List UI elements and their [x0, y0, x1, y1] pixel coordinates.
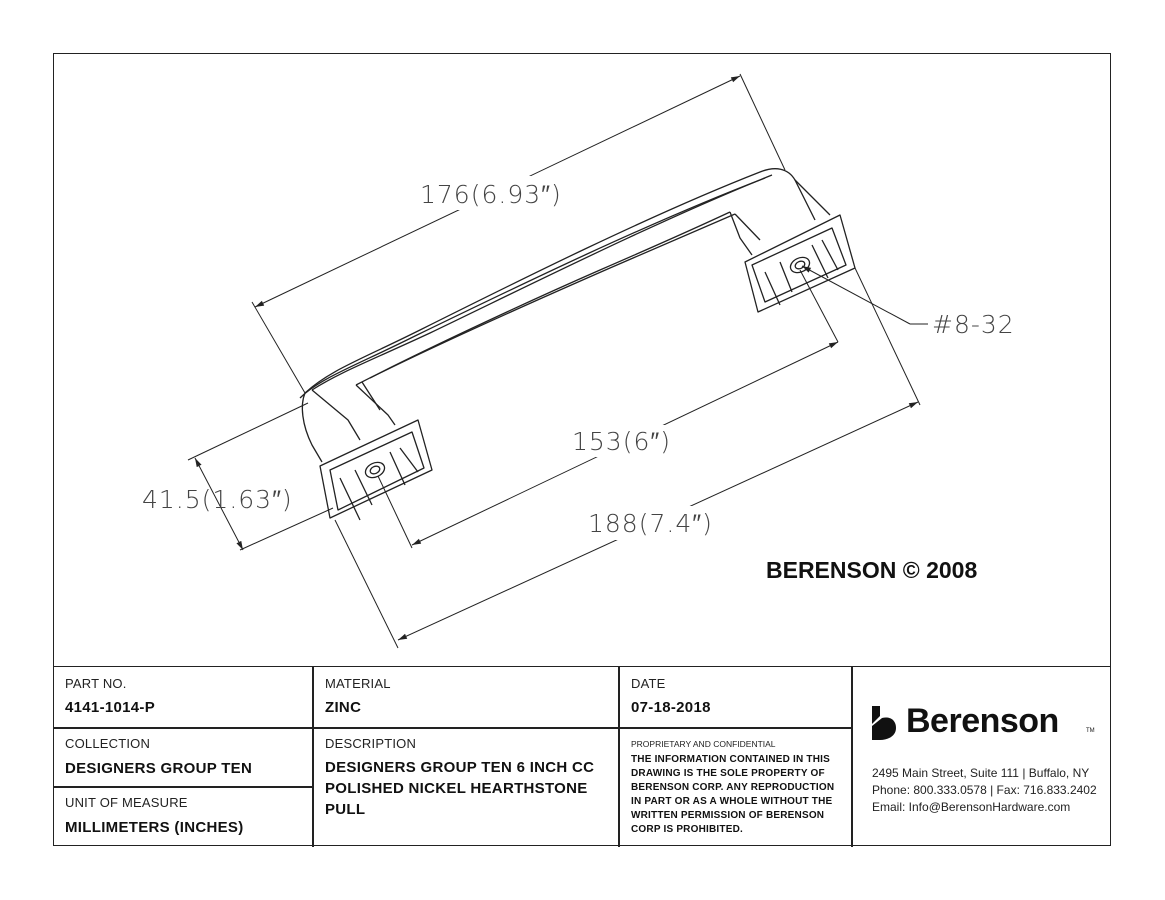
pull-handle-illustration: [300, 169, 855, 520]
company-logo: [870, 704, 1100, 744]
date-label: DATE: [631, 676, 666, 691]
part-no-value: 4141-1014-P: [65, 699, 156, 716]
description-value: DESIGNERS GROUP TEN 6 INCH CC POLISHED NICKEL HEARTHSTONE PULL: [325, 759, 595, 818]
proprietary-cell: [619, 667, 851, 847]
collection-label: COLLECTION: [65, 736, 151, 751]
material-value: ZINC: [325, 699, 362, 716]
company-logo-text: Berenson: [906, 702, 1059, 740]
part-no-label: PART NO.: [65, 676, 127, 691]
company-phone-fax: Phone: 800.333.0578 | Fax: 716.833.2402: [872, 783, 1097, 797]
dim-base-length: 188(7.4″): [588, 509, 713, 538]
divider: [851, 667, 853, 847]
collection-cell: [53, 728, 312, 786]
description-cell: [313, 667, 618, 847]
description-label: DESCRIPTION: [325, 736, 417, 751]
dim-center-to-center: 153(6″): [572, 427, 671, 456]
company-address: 2495 Main Street, Suite 111 | Buffalo, NY: [872, 766, 1090, 780]
proprietary-heading: PROPRIETARY AND CONFIDENTIAL: [631, 739, 776, 749]
dim-screw-size: #8-32: [932, 310, 1015, 339]
collection-value: DESIGNERS GROUP TEN: [65, 760, 253, 777]
unit-cell: [53, 787, 312, 847]
title-block: [53, 666, 1111, 846]
unit-value: MILLIMETERS (INCHES): [65, 819, 244, 836]
part-no-cell: [53, 667, 312, 727]
trademark-mark: TM: [1086, 728, 1095, 734]
date-value: 07-18-2018: [631, 699, 711, 716]
berenson-mark-icon: [870, 704, 900, 742]
dim-height: 41.5(1.63″): [142, 485, 293, 514]
dim-overall-length: 176(6.93″): [420, 180, 562, 209]
company-email: Email: Info@BerensonHardware.com: [872, 800, 1071, 814]
material-label: MATERIAL: [325, 676, 391, 691]
unit-label: UNIT OF MEASURE: [65, 795, 188, 810]
proprietary-text: THE INFORMATION CONTAINED IN THIS DRAWING IS THE SOLE PROPERTY OF BERENSON CORP. ANY REPRODUCTION IN PART OR AS A WHOLE WITHOUT THE WRITTEN PERMISSION OF BERENSON CORP IS PROHIBITED.: [631, 754, 835, 835]
copyright-notice: BERENSON © 2008: [766, 557, 978, 583]
